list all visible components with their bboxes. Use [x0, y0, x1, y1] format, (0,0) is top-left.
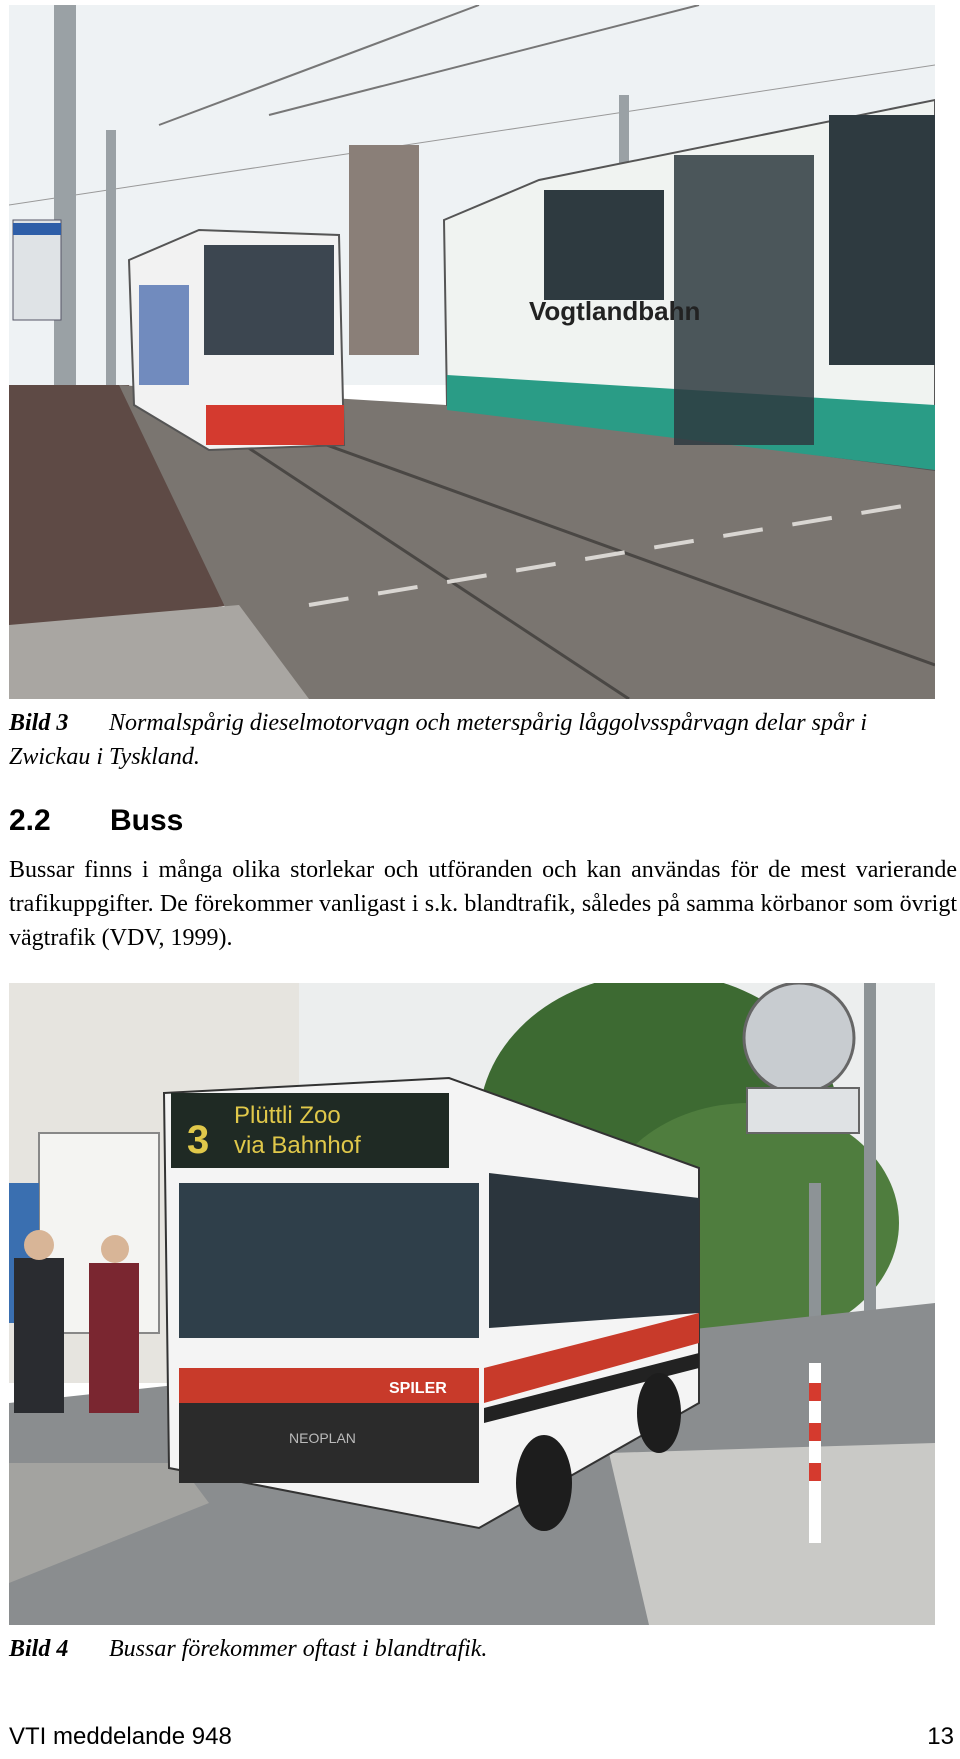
figure-3-caption-text: Normalspårig dieselmotorvagn och meterspårig låggolvsspårvagn delar spår i Zwickau i Tyskland.	[9, 710, 867, 770]
page-footer	[9, 1722, 954, 1752]
figure-3-photo	[9, 5, 935, 699]
figure-4-caption-text: Bussar förekommer oftast i blandtrafik.	[109, 1636, 488, 1662]
figure-3-caption	[9, 706, 954, 774]
figure-4-label: Bild 4	[9, 1636, 69, 1662]
bus-route-number: 3	[187, 1118, 210, 1162]
bus-photo-illustration	[9, 983, 935, 1625]
bus-brand-badge: NEOPLAN	[289, 1430, 356, 1446]
section-heading	[9, 803, 183, 839]
figure-3-label: Bild 3	[9, 710, 69, 736]
bus-operator-badge: SPILER	[389, 1380, 447, 1397]
bus-destination-line-2: via Bahnhof	[234, 1132, 361, 1159]
railcar-lettering: Vogtlandbahn	[529, 296, 701, 326]
bus-destination-line-1: Plüttli Zoo	[234, 1102, 341, 1129]
section-number: 2.2	[9, 804, 51, 837]
footer-publication: VTI meddelande 948	[9, 1723, 232, 1750]
tram-photo-illustration	[9, 5, 935, 699]
section-body-paragraph: Bussar finns i många olika storlekar och utföranden och kan användas för de mest varierande trafikuppgifter. De förekommer vanligast i s.k. blandtrafik, således på samma körbanor som övrigt vägtrafik (VDV, 1999).	[9, 857, 957, 951]
figure-4-caption	[9, 1632, 954, 1666]
footer-page-number: 13	[927, 1723, 954, 1750]
section-title: Buss	[110, 804, 184, 837]
figure-4-photo	[9, 983, 935, 1625]
